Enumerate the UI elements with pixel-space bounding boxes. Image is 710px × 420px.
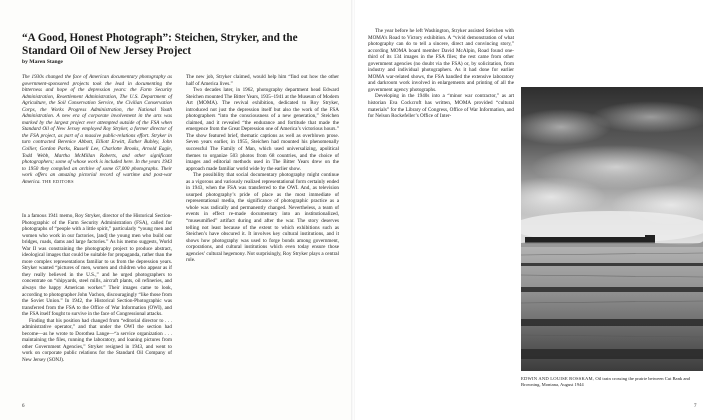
article-title: “A Good, Honest Photograph”: Steichen, Stryker, and the Standard Oil of New Jersey Project <box>22 32 298 57</box>
page-number-right: 7 <box>694 404 697 409</box>
body-paragraph: The new job, Stryker claimed, would help him “find out how the other half of America lives.” <box>186 74 339 87</box>
body-paragraph: The possibility that social documentary photography might continue as a vigorous and variously realized representational form certainly ended in 1943, when the FSA was transferred to the OWI. And, as television usurped photography’s pride of place as the most immediate of representational media, the significance of photographic practice as a whole was radically and permanently changed. Nevertheless, a team of events in effect re-made documentary into an institutionalized, “museumified” artifact during and after the war. The story deserves telling not least because of the extent to which exhibitions such as Steichen’s have obscured it. It involves key cultural institutions, and it shows how photography was used to forge bonds among government, corporations, and cultural institutions which even today ensure those agencies’ cultural hegemony. Not surprisingly, Roy Stryker plays a central role. <box>186 172 339 264</box>
caption-text: Oil train crossing the prairie between Cut Bank and Browning, Montana, August 1944 <box>521 376 690 387</box>
body-paragraph: Finding that his position had changed from “editorial director to . . . administrative operator,” and that under the OWI the section had become—as he wrote to Dorothea Lange—“a service organization . . . maintaining the files, running the laboratory, and loaning pictures from other Government Agencies,” Stryker resigned in 1943, and went to work on corporate public relations for the Standard Oil Company of New Jersey (SONJ). <box>22 317 172 364</box>
body-paragraph: Two decades later, in 1962, photography department head Edward Steichen mounted The Bitter Years, 1935–1941 at the Museum of Modern Art (MOMA). The revival exhibition, dedicated to Roy Stryker, introduced not just the depression itself but also the work of the FSA photographers “into the consciousness of a new generation,” Steichen claimed, and it revealed “the endurance and fortitude that made the emergence from the Great Depression one of America’s victorious hours.” The show featured brief, thematic captions as well as overblown prose. Seven years earlier, in 1955, Steichen had mounted his phenomenally successful The Family of Man, which used universalizing, apolitical themes to organize 503 photos from 68 countries, and the choice of images and editorial methods used in The Bitter Years drew on the approach made familiar world wide by the earlier show. <box>186 87 339 172</box>
intro-signoff: THE EDITORS <box>42 178 74 184</box>
body-column-middle <box>186 74 339 264</box>
intro-column <box>22 74 172 185</box>
body-paragraph: In a famous 1941 memo, Roy Stryker, director of the Historical Section-Photographic of the Farm Security Administration (FSA), called for photographs of “people with a little spirit,” particularly “young men and women who work in our factories, [and] the young men who build our bridges, roads, dams and large factories.” As his memo suggests, World War II was constraining the photography project to produce abstract, ideological images that could be suitable for propaganda, rather than the more complex representations familiar to us from the depression years. Stryker wanted “pictures of men, women and children who appear as if they really believed in the U.S.,” and he urged photographers to concentrate on “shipyards, steel mills, aircraft plants, oil refineries, and always the happy American worker.” Their images came to look, according to photographer John Vachon, discouragingly “like those from the Soviet Union.” In 1942, the Historical Section-Photographic was transferred from the FSA to the Office of War Information (OWI), and the FSA itself fought to survive in the face of Congressional attacks. <box>22 213 172 318</box>
page-number-left: 6 <box>22 404 25 409</box>
intro-paragraph: The 1930s changed the face of American documentary photography as government-sponsored projects took the lead in documenting the bitterness and hope of the depression years: the Farm Security Administration, Resettlement Administration, The U.S. Department of Agriculture, the Soil Conservation Service, the Civilian Conservation Corps, the Works Progress Administration, the National Youth Administration. A new era of corporate involvement in the arts was marked by the largest project ever attempted outside of the FSA when Standard Oil of New Jersey employed Roy Stryker, a former director of the FSA project, as part of a massive public-relations effort. Stryker in turn contracted Berenice Abbott, Elliott Erwitt, Esther Bubley, John Collier, Gordon Parks, Russell Lee, Charlotte Brooks, Arnold Eagle, Todd Webb, Martha McMillan Roberts, and other significant photographers; some of whose work is included here. In the years 1943 to 1950 they compiled an archive of some 67,000 photographs. Their work offers an amazing pictorial record of wartime and post-war America. THE EDITORS <box>22 74 172 185</box>
photo-image <box>521 87 703 371</box>
body-paragraph: The year before he left Washington, Stryker assisted Steichen with MOMA’s Road to Victory exhibition. A “vivid demonstration of what photography can do to tell a sincere, direct and convincing story,” according MOMA board member David McAlpin, Road found one-third of its 134 images in the FSA files; the rest came from other government agencies (no doubt via the FSA) or, by solicitation, from industry and individual photographers. As it had done for earlier MOMA war-related shows, the FSA handled the extensive laboratory and darkroom work involved in enlargements and printing of all the government agency photographs. <box>368 28 514 93</box>
body-column-left <box>22 213 172 364</box>
caption-photographer: EDWIN AND LOUISE ROSSKAM, <box>521 376 595 381</box>
body-paragraph: Developing in the 1940s into a “minor war contractor,” as art historian Eva Cockcroft has written, MOMA provided “cultural materials” for the Library of Congress, Office of War Information, and for Nelson Rockefeller’s Office of Inter- <box>368 93 514 120</box>
body-column-right <box>368 28 514 120</box>
prairie-train-photo <box>521 87 703 371</box>
photo-caption <box>521 376 703 387</box>
page-gutter <box>351 0 355 420</box>
article-byline: by Maren Stange <box>22 59 63 65</box>
